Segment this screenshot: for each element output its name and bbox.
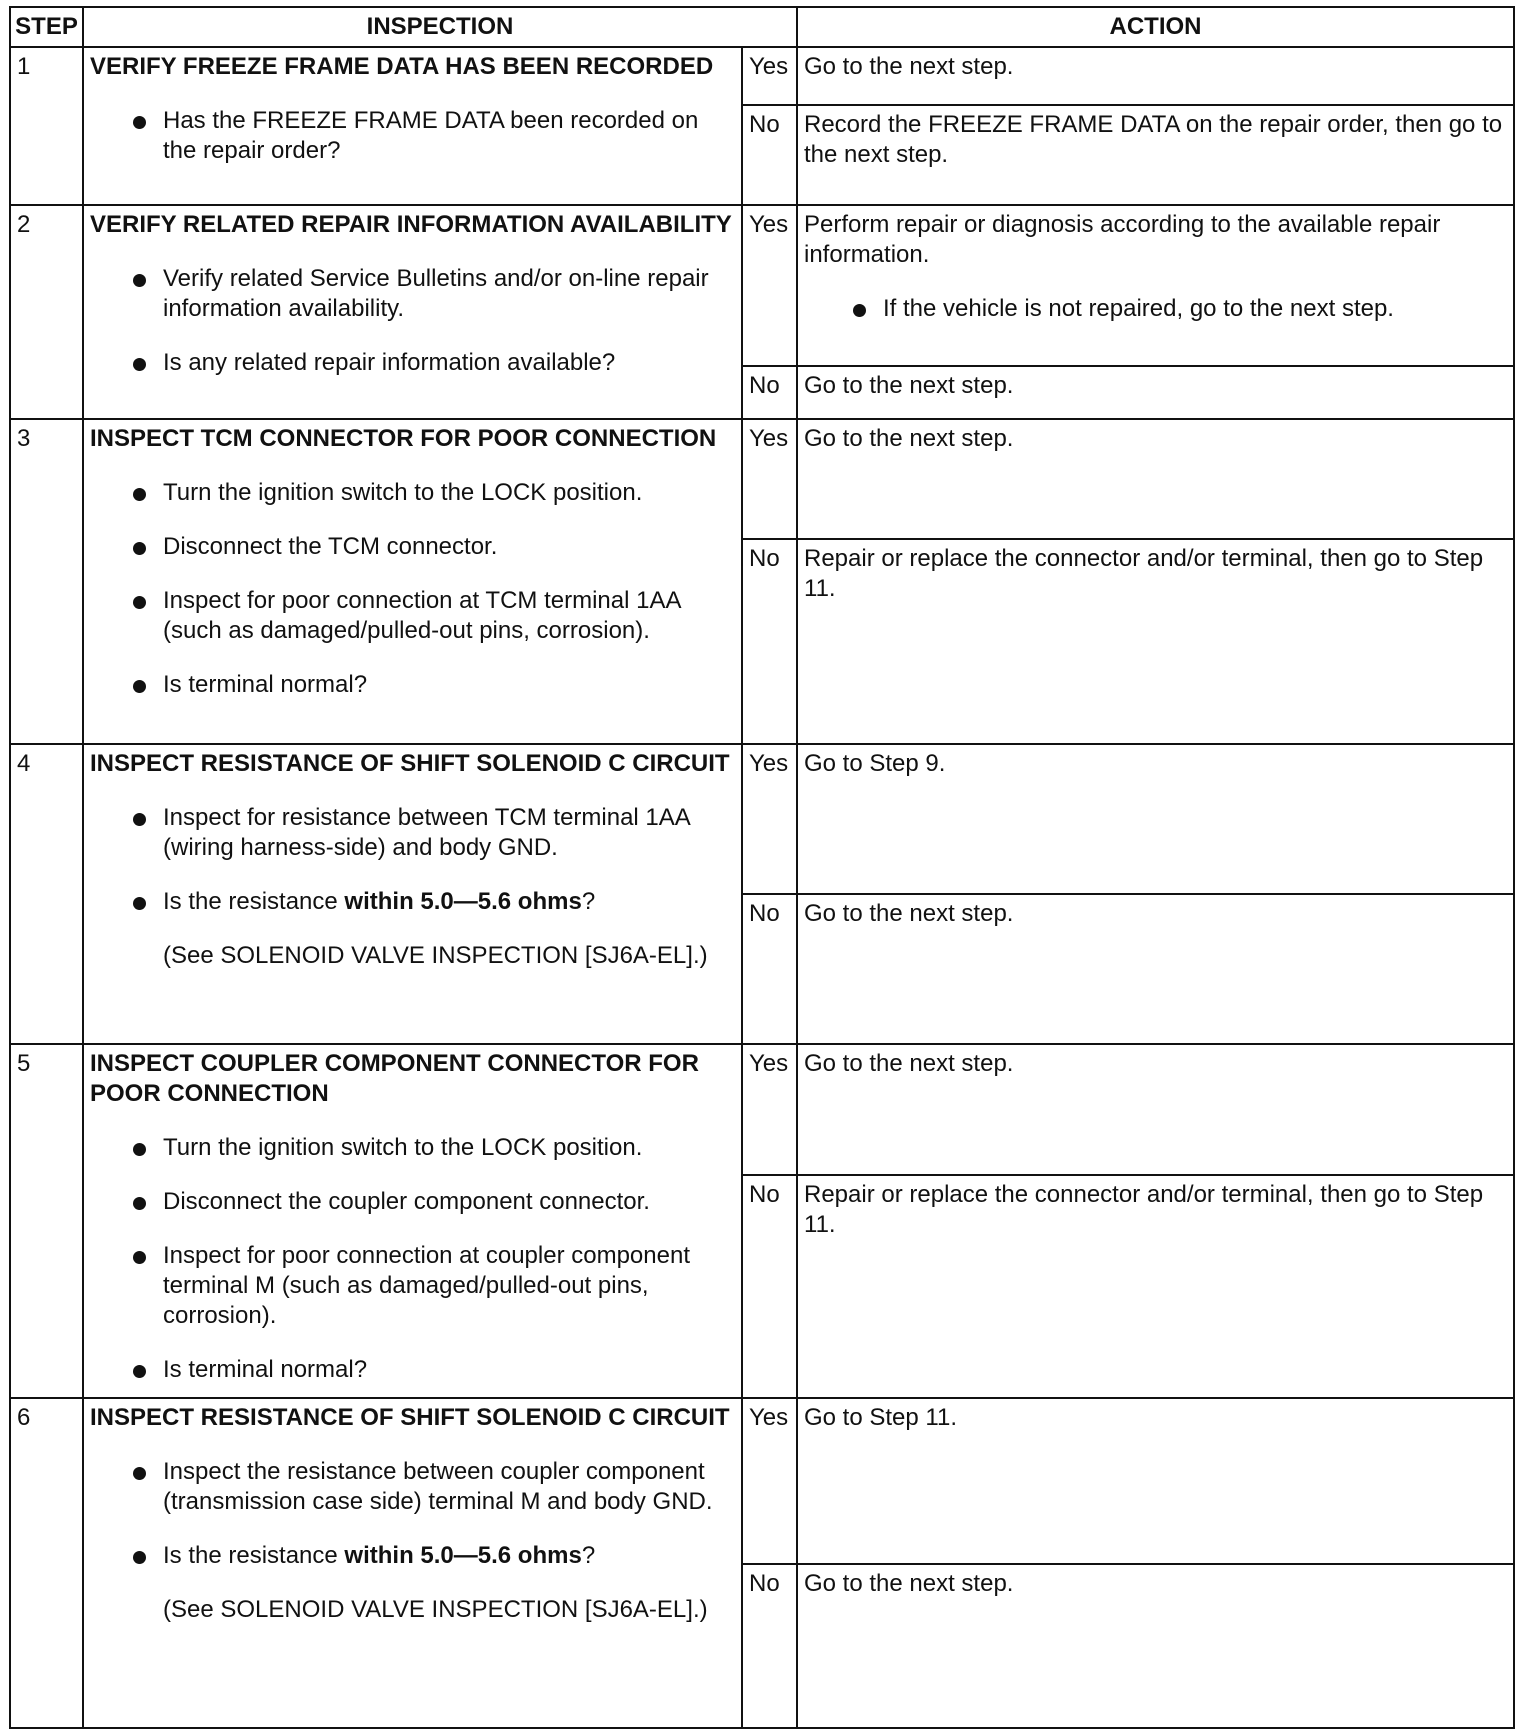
inspection-list [90,478,735,700]
inspection-question [90,887,735,917]
question-text: Is the resistance [163,888,345,915]
header-row [10,7,1514,47]
yes-action: Go to Step 9. [797,744,1514,894]
yes-action: Go to the next step. [797,47,1514,105]
header-inspection: INSPECTION [83,7,797,47]
inspection-list [90,106,735,166]
inspection-item: Has the FREEZE FRAME DATA been recorded on the repair order? [90,106,735,166]
action-list [804,294,1507,324]
inspection-item: Is terminal normal? [90,670,735,700]
no-label: No [742,539,797,744]
inspection-cell [83,205,742,419]
header-step: STEP [10,7,83,47]
inspection-list [90,264,735,378]
yes-action: Go to the next step. [797,419,1514,539]
inspection-item: Turn the ignition switch to the LOCK position. [90,1133,735,1163]
no-label: No [742,366,797,419]
inspection-cell [83,1044,742,1398]
inspection-item: Disconnect the coupler component connector. [90,1187,735,1217]
table-row [10,419,1514,539]
yes-action-cell [797,205,1514,366]
question-end: ? [581,888,596,915]
question-spec: within 5.0—5.6 ohms [344,1542,582,1569]
step-number: 5 [10,1044,83,1398]
inspection-item: Inspect the resistance between coupler component (transmission case side) terminal M and body GND. [90,1457,735,1517]
diagnostic-table [9,6,1515,1729]
inspection-cell [83,1398,742,1728]
inspection-list [90,1133,735,1385]
yes-label: Yes [742,205,797,366]
inspection-title: VERIFY RELATED REPAIR INFORMATION AVAILABILITY [90,211,732,238]
yes-label: Yes [742,47,797,105]
no-action: Repair or replace the connector and/or terminal, then go to Step 11. [797,539,1514,744]
question-spec: within 5.0—5.6 ohms [344,888,582,915]
header-action: ACTION [797,7,1514,47]
inspection-item: Inspect for poor connection at TCM terminal 1AA (such as damaged/pulled-out pins, corrosion). [90,586,735,646]
yes-action: Go to the next step. [797,1044,1514,1175]
yes-action: Perform repair or diagnosis according to the available repair information. [804,211,1441,268]
inspection-title: INSPECT RESISTANCE OF SHIFT SOLENOID C CIRCUIT [90,1404,730,1431]
table-row [10,1398,1514,1564]
inspection-question [90,1541,735,1571]
inspection-cell [83,419,742,744]
no-action: Go to the next step. [797,894,1514,1044]
inspection-title: INSPECT TCM CONNECTOR FOR POOR CONNECTION [90,425,717,452]
inspection-item: Disconnect the TCM connector. [90,532,735,562]
no-action: Go to the next step. [797,1564,1514,1728]
no-action: Go to the next step. [797,366,1514,419]
question-text: Is the resistance [163,1542,345,1569]
table-row [10,744,1514,894]
no-action: Repair or replace the connector and/or terminal, then go to Step 11. [797,1175,1514,1398]
inspection-item: Is terminal normal? [90,1355,735,1385]
table-row [10,1044,1514,1175]
yes-label: Yes [742,1044,797,1175]
no-action: Record the FREEZE FRAME DATA on the repair order, then go to the next step. [797,105,1514,205]
question-end: ? [581,1542,596,1569]
action-item: If the vehicle is not repaired, go to the next step. [804,294,1507,324]
no-label: No [742,894,797,1044]
inspection-cell [83,744,742,1044]
yes-action: Go to Step 11. [797,1398,1514,1564]
yes-label: Yes [742,744,797,894]
inspection-list [90,1457,735,1625]
no-label: No [742,1175,797,1398]
yes-label: Yes [742,419,797,539]
step-number: 4 [10,744,83,1044]
inspection-title: INSPECT RESISTANCE OF SHIFT SOLENOID C CIRCUIT [90,750,730,777]
inspection-item: Is any related repair information available? [90,348,735,378]
no-label: No [742,105,797,205]
step-number: 3 [10,419,83,744]
step-number: 6 [10,1398,83,1728]
no-label: No [742,1564,797,1728]
table-row [10,47,1514,105]
yes-label: Yes [742,1398,797,1564]
inspection-cell [83,47,742,205]
inspection-item: Turn the ignition switch to the LOCK position. [90,478,735,508]
inspection-title: INSPECT COUPLER COMPONENT CONNECTOR FOR POOR CONNECTION [90,1050,699,1107]
inspection-note: (See SOLENOID VALVE INSPECTION [SJ6A-EL].) [163,942,708,969]
inspection-item: Inspect for resistance between TCM terminal 1AA (wiring harness-side) and body GND. [90,803,735,863]
step-number: 2 [10,205,83,419]
inspection-list [90,803,735,971]
inspection-note: (See SOLENOID VALVE INSPECTION [SJ6A-EL].) [163,1596,708,1623]
inspection-item: Inspect for poor connection at coupler component terminal M (such as damaged/pulled-out pins, corrosion). [90,1241,735,1331]
table-row [10,205,1514,366]
step-number: 1 [10,47,83,205]
inspection-title: VERIFY FREEZE FRAME DATA HAS BEEN RECORDED [90,53,714,80]
inspection-item: Verify related Service Bulletins and/or on-line repair information availability. [90,264,735,324]
